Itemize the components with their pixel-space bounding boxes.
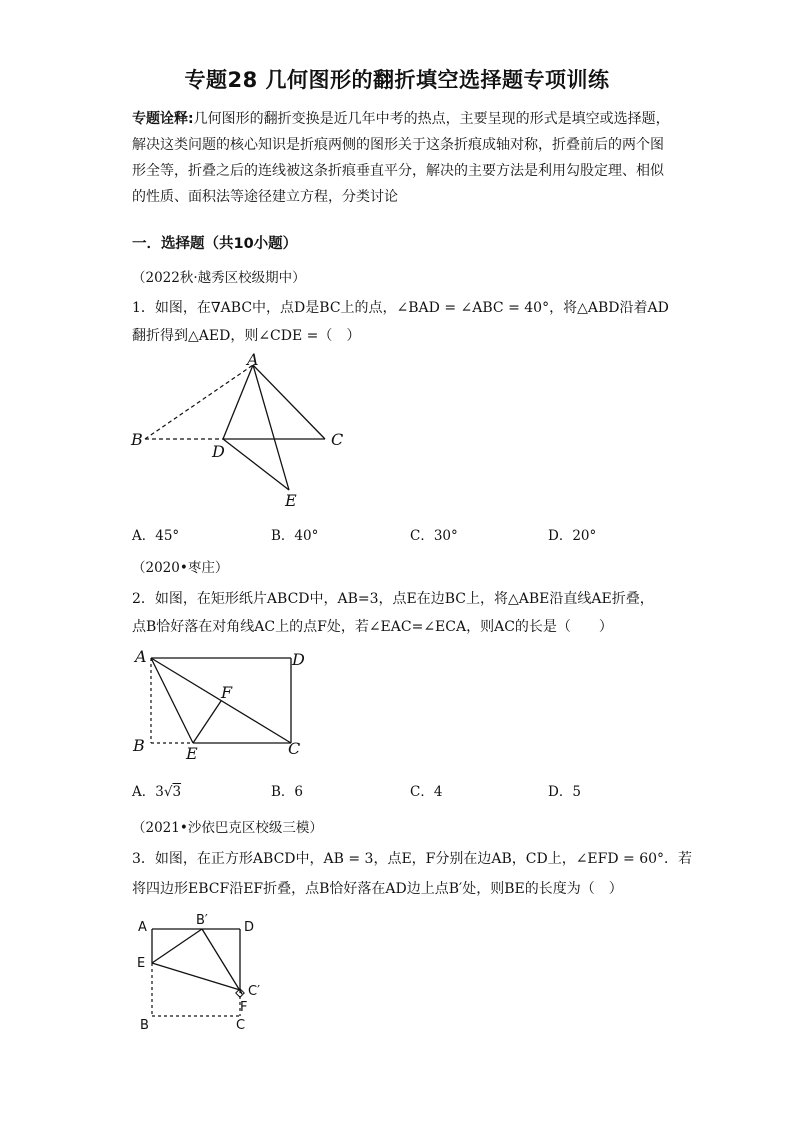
page-title: 专题28 几何图形的翻折填空选择题专项训练 [184,68,610,92]
q1-text-line2: 翻折得到△AED，则∠CDE =（ ） [132,328,361,344]
q2-label-f: F [221,683,233,702]
q3-label-f: F [240,1000,248,1015]
q2-option-a-radicand: 3 [172,784,182,800]
q3-text-line1: 3．如图，在正方形ABCD中，AB = 3，点E，F分别在边AB，CD上，∠EFD = 60°．若 [132,851,693,867]
q1-option-d[interactable]: D．20° [548,528,597,544]
q2-label-b: B [133,736,145,755]
q3-label-c1: C′ [248,984,261,999]
q2-source: （2020•枣庄） [132,560,229,576]
q1-label-b: B [131,430,143,449]
q1-segment-ad [223,365,253,439]
q2-option-a[interactable]: A．3√3 [132,784,182,800]
q3-label-b1: B′ [196,913,208,928]
q1-label-d: D [212,442,225,461]
section-heading: 一．选择题（共10小题） [132,236,298,252]
q2-label-d: D [292,650,305,669]
intro-label: 专题诠释: [132,111,194,127]
q2-option-b[interactable]: B．6 [271,784,304,800]
q3-segment-ef [152,963,240,990]
q1-text-line1: 1．如图，在∇ABC中，点D是BC上的点，∠BAD = ∠ABC = 40°，将△ABD沿着AD [132,300,669,316]
q3-text-line2: 将四边形EBCF沿EF折叠，点B恰好落在AD边上点B′处，则BE的长度为（ ） [132,881,623,897]
intro-text: 几何图形的翻折变换是近几年中考的热点，主要呈现的形式是填空或选择题，解决这类问题的核心知识是折痕两侧的图形关于这条折痕成轴对称，折叠前后的两个图形全等，折叠之后的连线被这条折痕垂直平分，解决的主要方法是利用勾股定理、相似的性质、面积法等途径建立方程，分类讨论 [132,111,670,205]
q3-source: （2021•沙依巴克区校级三模） [132,820,323,836]
q2-label-e: E [186,744,198,763]
q1-label-c: C [331,430,344,449]
q3-label-c: C [236,1018,246,1033]
q2-option-d[interactable]: D．5 [548,784,581,800]
q2-text-line2: 点B恰好落在对角线AC上的点F处，若∠EAC=∠ECA，则AC的长是（ ） [132,619,613,635]
q1-label-e: E [285,491,297,510]
q2-segment-ef [193,701,221,743]
q1-option-b[interactable]: B．40° [271,528,319,544]
q3-segment-eb1 [152,929,202,963]
q1-option-a[interactable]: A．45° [132,528,180,544]
q3-label-e: E [137,956,146,971]
q2-label-a: A [135,647,147,666]
q1-figure [128,352,358,514]
q3-figure [132,908,282,1038]
q3-label-b: B [140,1018,149,1033]
q3-label-d: D [244,920,255,935]
sqrt-icon: √ [163,784,173,800]
q2-option-c[interactable]: C．4 [410,784,443,800]
q1-option-c[interactable]: C．30° [410,528,458,544]
q2-text-line1: 2．如图，在矩形纸片ABCD中，AB=3，点E在边BC上，将△ABE沿直线AE折叠， [132,591,654,607]
q1-segment-ab-dashed [145,365,253,439]
q1-label-a: A [247,352,259,369]
q2-label-c: C [288,739,301,758]
q2-figure [128,646,318,766]
q1-source: （2022秋·越秀区校级期中） [132,270,306,286]
q3-label-a: A [138,920,147,935]
q1-segment-de [223,439,289,490]
intro-paragraph [132,106,672,210]
